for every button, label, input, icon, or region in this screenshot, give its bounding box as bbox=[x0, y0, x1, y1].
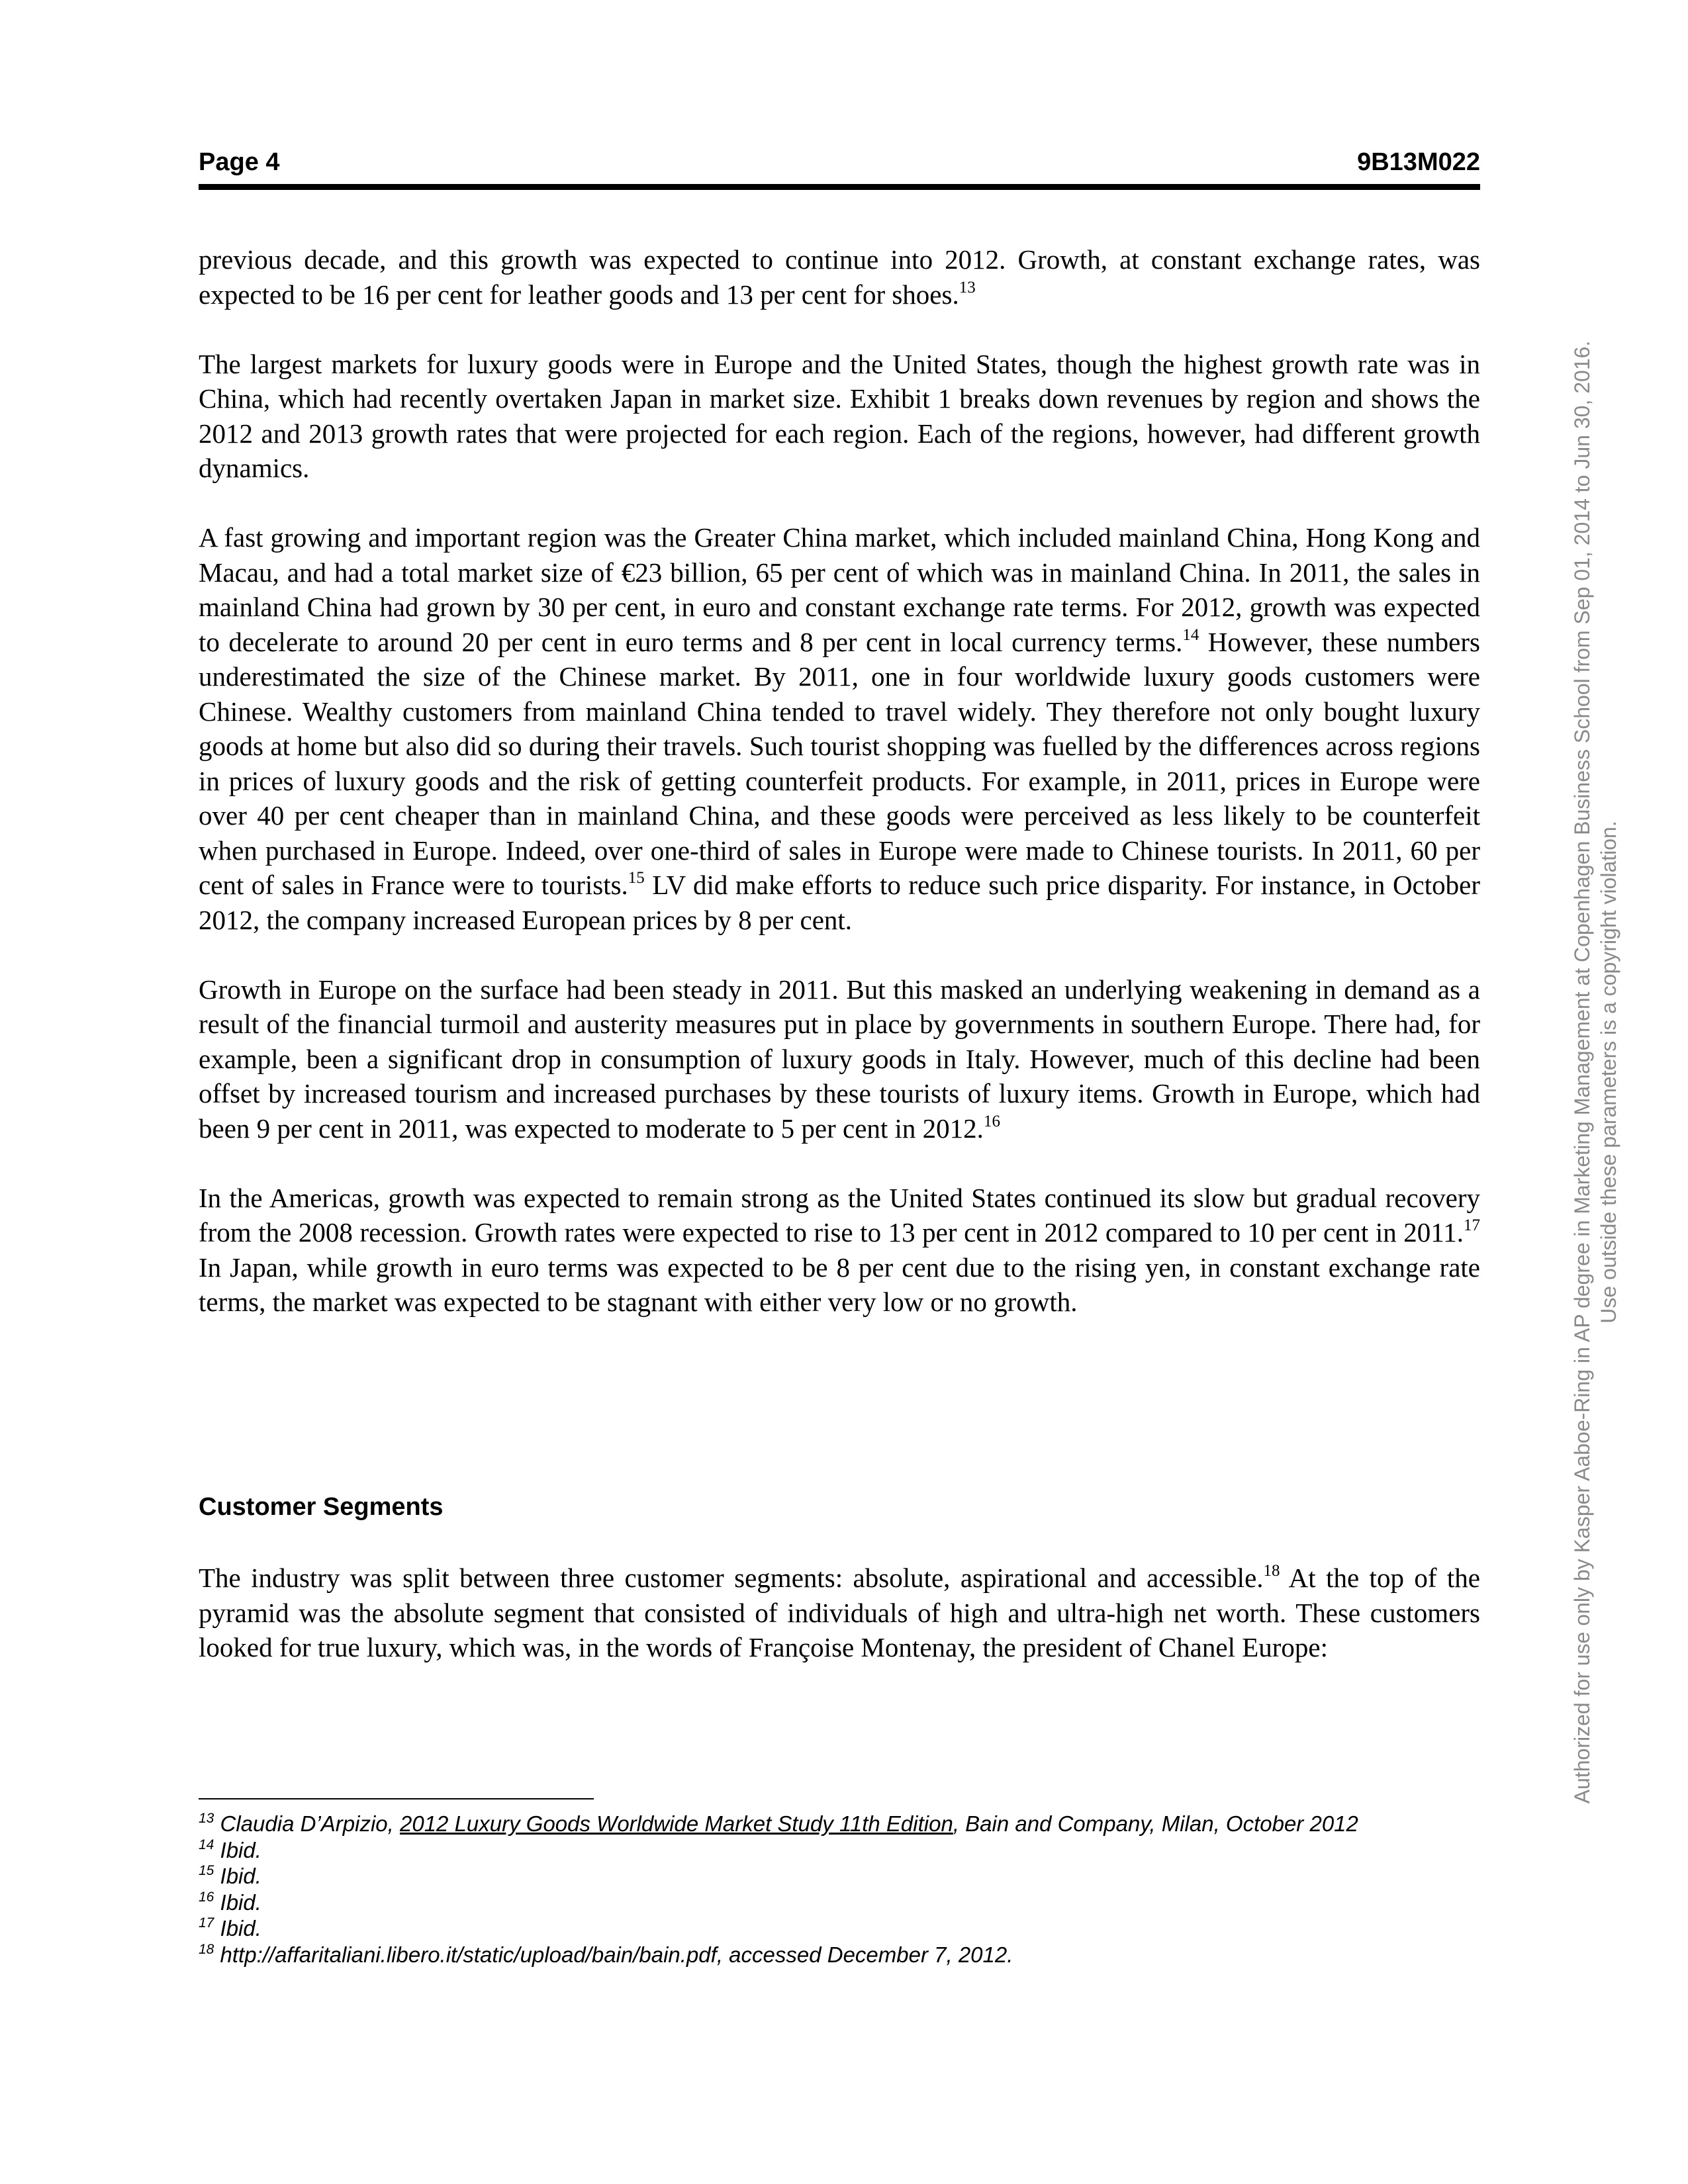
paragraph bbox=[199, 242, 1480, 312]
footnote bbox=[199, 1863, 1480, 1889]
section-heading: Customer Segments bbox=[199, 1493, 444, 1521]
footnote-text: Ibid. bbox=[220, 1889, 261, 1915]
text-run: The industry was split between three customer segments: absolute, aspirational and accessible. bbox=[199, 1563, 1264, 1593]
footnote-source-title: 2012 Luxury Goods Worldwide Market Study 11th Edition bbox=[399, 1811, 953, 1836]
page-number: Page 4 bbox=[199, 148, 280, 176]
footnote-text: , Bain and Company, Milan, October 2012 bbox=[953, 1811, 1358, 1836]
footnote bbox=[199, 1811, 1480, 1837]
text-run: The largest markets for luxury goods were in Europe and the United States, though the highest growth rate was in China, which had recently overtaken Japan in market size. Exhibit 1 breaks down revenues by region and shows the 2012 and 2013 growth rates that were projected for each region. Each of the regions, however, had different growth dynamics. bbox=[199, 348, 1480, 483]
paragraph bbox=[199, 1181, 1480, 1320]
footnote-number: 14 bbox=[199, 1837, 214, 1852]
text-run: previous decade, and this growth was expected to continue into 2012. Growth, at constant exchange rates, was expected to be 16 per cent for leather goods and 13 per cent for shoes. bbox=[199, 244, 1480, 310]
footnote-text: Ibid. bbox=[220, 1916, 261, 1940]
footnote-number: 13 bbox=[199, 1811, 214, 1826]
paragraph bbox=[199, 972, 1480, 1146]
footnote-ref: 13 bbox=[959, 278, 976, 296]
footnotes bbox=[199, 1811, 1480, 1968]
footnote-number: 16 bbox=[199, 1889, 214, 1905]
text-run: In the Americas, growth was expected to remain strong as the United States continued its slow but gradual recovery from the 2008 recession. Growth rates were expected to rise to 13 per cent in 2012 compared to 10 per cent in 2011. bbox=[199, 1182, 1480, 1248]
page-header bbox=[199, 148, 1480, 181]
text-run: In Japan, while growth in euro terms was expected to be 8 per cent due to the rising yen, in constant exchange rate terms, the market was expected to be stagnant with either very low or no growth. bbox=[199, 1251, 1480, 1317]
footnote bbox=[199, 1889, 1480, 1916]
footnote bbox=[199, 1915, 1480, 1942]
text-run: LV did make efforts to reduce such price disparity. For instance, in October 2012, the company increased European prices by 8 per cent. bbox=[199, 870, 1480, 935]
footnote-ref: 17 bbox=[1464, 1216, 1480, 1234]
footnote bbox=[199, 1837, 1480, 1864]
footnote-rule bbox=[199, 1798, 594, 1799]
text-run: At the top of the pyramid was the absolute segment that consisted of individuals of high and ultra-high net worth. These customers looked for true luxury, which was, in the words of Françoise Montenay, the president of Chanel Europe: bbox=[199, 1563, 1480, 1662]
text-run: A fast growing and important region was the Greater China market, which included mainland China, Hong Kong and Macau, and had a total market size of €23 billion, 65 per cent of which was in mainland China. In 2011, the sales in mainland China had grown by 30 per cent, in euro and constant exchange rate terms. For 2012, growth was expected to decelerate to around 20 per cent in euro terms and 8 per cent in local currency terms. bbox=[199, 522, 1480, 657]
footnote-ref: 18 bbox=[1263, 1562, 1280, 1580]
footnote-number: 18 bbox=[199, 1941, 214, 1957]
paragraph bbox=[199, 347, 1480, 486]
footnote-text: http://affaritaliani.libero.it/static/upload/bain/bain.pdf, accessed December 7, 2012. bbox=[220, 1942, 1013, 1967]
footnote-ref: 14 bbox=[1182, 625, 1199, 644]
header-rule bbox=[199, 184, 1480, 190]
footnote-number: 17 bbox=[199, 1915, 214, 1931]
footnote-ref: 16 bbox=[983, 1112, 1000, 1130]
section-body bbox=[199, 1561, 1480, 1665]
watermark-line: Use outside these parameters is a copyright violation. bbox=[1597, 821, 1620, 1324]
footnote-ref: 15 bbox=[628, 869, 645, 887]
footnote-text: Ibid. bbox=[220, 1864, 261, 1888]
paragraph bbox=[199, 520, 1480, 937]
text-run: Growth in Europe on the surface had been steady in 2011. But this masked an underlying weakening in demand as a result of the financial turmoil and austerity measures put in place by governments in southern Europe. There had, for example, been a significant drop in consumption of luxury goods in Italy. However, much of this decline had been offset by increased tourism and increased purchases by these tourists of luxury items. Growth in Europe, which had been 9 per cent in 2011, was expected to moderate to 5 per cent in 2012. bbox=[199, 974, 1480, 1144]
case-id: 9B13M022 bbox=[1357, 148, 1480, 176]
footnote bbox=[199, 1942, 1480, 1968]
body-text bbox=[199, 242, 1480, 1354]
footnote-text: Claudia D’Arpizio, bbox=[220, 1811, 400, 1836]
text-run: However, these numbers underestimated the size of the Chinese market. By 2011, one in four worldwide luxury goods customers were Chinese. Wealthy customers from mainland China tended to travel widely. They therefore not only bought luxury goods at home but also did so during their travels. Such tourist shopping was fuelled by the differences across regions in prices of luxury goods and the risk of getting counterfeit products. For example, in 2011, prices in Europe were over 40 per cent cheaper than in mainland China, and these goods were perceived as less likely to be counterfeit when purchased in Europe. Indeed, over one-third of sales in Europe were made to Chinese tourists. In 2011, 60 per cent of sales in France were to tourists. bbox=[199, 626, 1480, 900]
footnote-text: Ibid. bbox=[220, 1837, 261, 1862]
paragraph bbox=[199, 1561, 1480, 1665]
watermark-line: Authorized for use only by Kasper Aaboe-Ring in AP degree in Marketing Management at Copenhagen Business School from Sep 01, 2014 to Jun 30, 2016. bbox=[1570, 340, 1594, 1804]
footnote-number: 15 bbox=[199, 1863, 214, 1878]
